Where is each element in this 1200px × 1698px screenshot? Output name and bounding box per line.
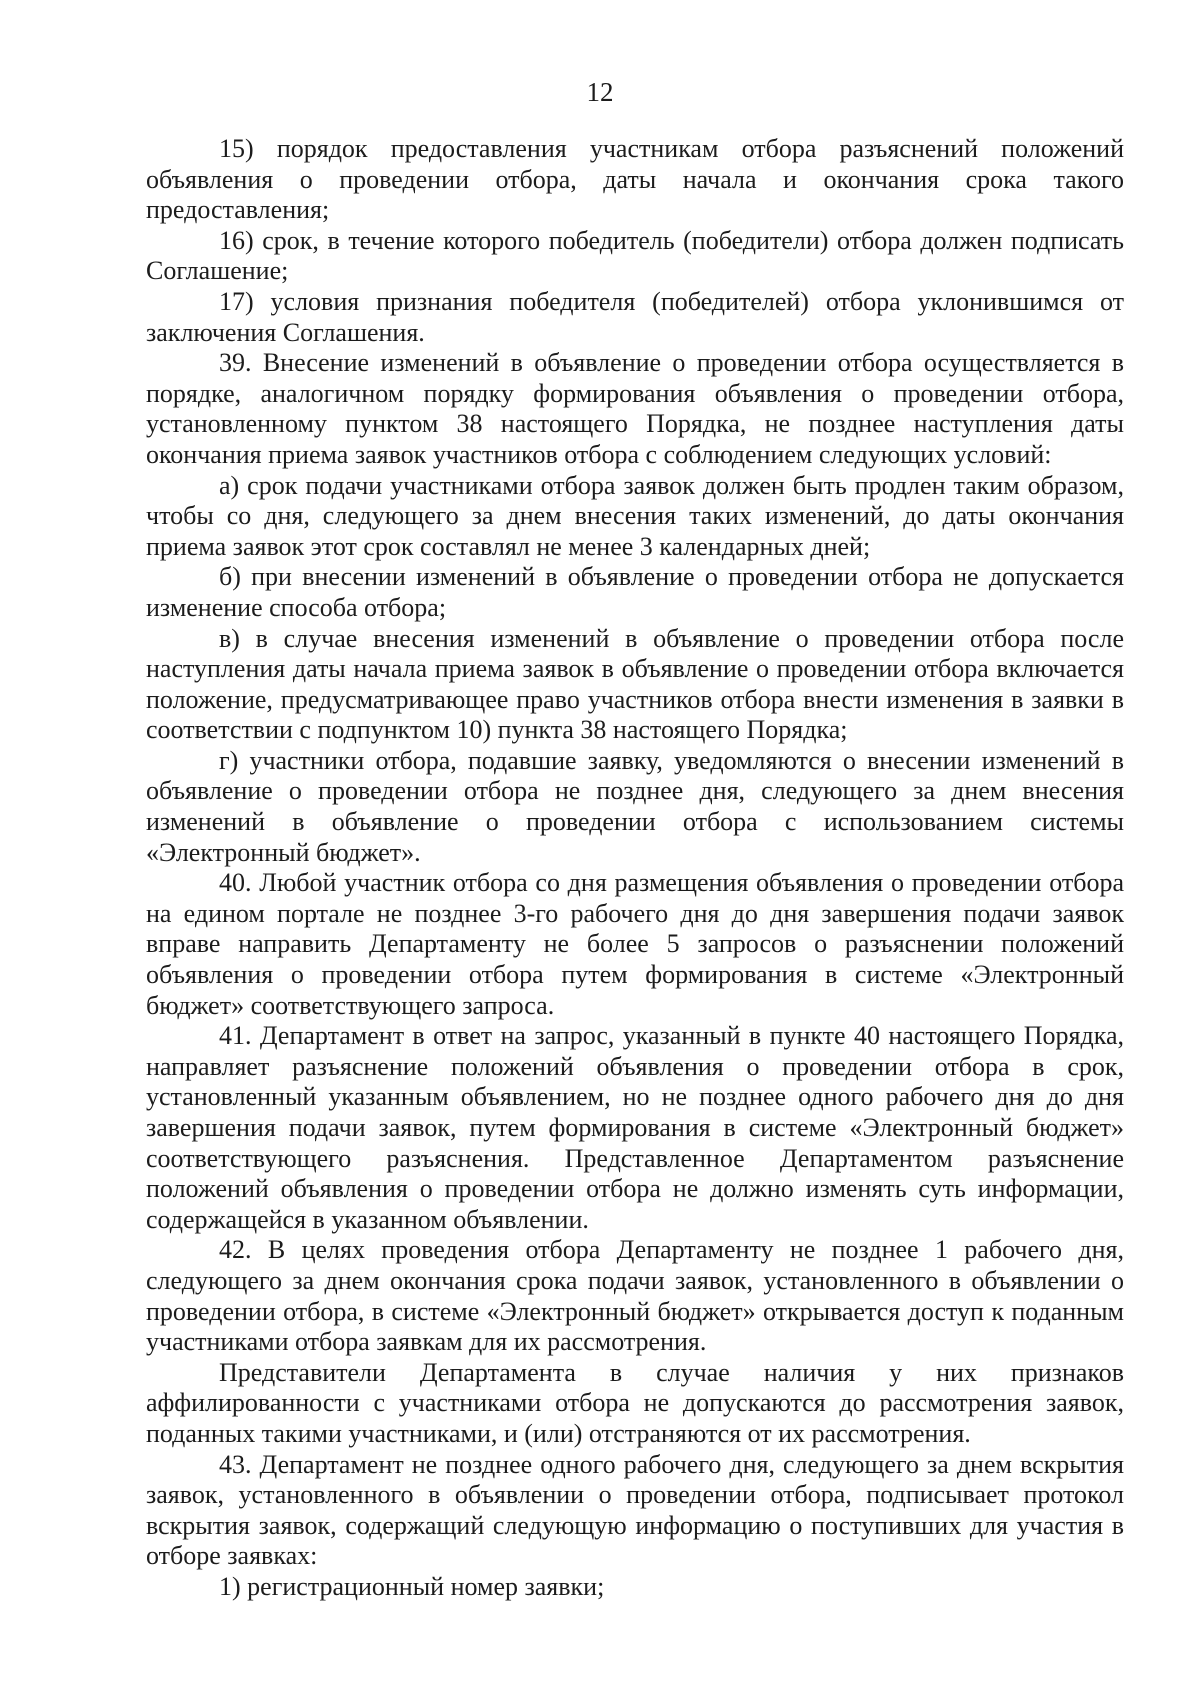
document-body bbox=[146, 134, 1124, 1603]
item-17-paragraph: 17) условия признания победителя (победителей) отбора уклонившимся от заключения Соглашения. bbox=[146, 286, 1124, 347]
clause-40-paragraph: 40. Любой участник отбора со дня размещения объявления о проведении отбора на едином портале не позднее 3-го рабочего дня до дня завершения подачи заявок вправе направить Департаменту не более 5 запросов о разъяснении положений объявления о проведении отбора путем формирования в системе «Электронный бюджет» соответствующего запроса. bbox=[146, 868, 1124, 1020]
page-number: 12 bbox=[586, 77, 614, 107]
item-15-paragraph: 15) порядок предоставления участникам отбора разъяснений положений объявления о проведении отбора, даты начала и окончания срока такого предоставления; bbox=[146, 134, 1124, 225]
clause-42-second-paragraph: Представители Департамента в случае наличия у них признаков аффилированности с участниками отбора не допускаются до рассмотрения заявок, поданных такими участниками, и (или) отстраняются от их рассмотрения. bbox=[146, 1357, 1124, 1448]
clause-39-a-paragraph: а) срок подачи участниками отбора заявок должен быть продлен таким образом, чтобы со дня, следующего за днем внесения таких изменений, до даты окончания приема заявок этот срок составлял не менее 3 календарных дней; bbox=[146, 470, 1124, 561]
clause-39-b-paragraph: б) при внесении изменений в объявление о проведении отбора не допускается изменение способа отбора; bbox=[146, 562, 1124, 622]
clause-39-g-paragraph: г) участники отбора, подавшие заявку, уведомляются о внесении изменений в объявление о проведении отбора не позднее дня, следующего за днем внесения изменений в объявление о проведении отбора с использованием системы «Электронный бюджет». bbox=[146, 745, 1124, 867]
clause-42-paragraph: 42. В целях проведения отбора Департаменту не позднее 1 рабочего дня, следующего за днем окончания срока подачи заявок, установленного в объявлении о проведении отбора, в системе «Электронный бюджет» открывается доступ к поданным участниками отбора заявкам для их рассмотрения. bbox=[146, 1235, 1124, 1357]
item-16-paragraph: 16) срок, в течение которого победитель (победители) отбора должен подписать Соглашение; bbox=[146, 225, 1124, 286]
clause-41-paragraph: 41. Департамент в ответ на запрос, указанный в пункте 40 настоящего Порядка, направляет разъяснение положений объявления о проведении отбора в срок, установленный указанным объявлением, но не позднее одного рабочего дня до дня завершения подачи заявок, путем формирования в системе «Электронный бюджет» соответствующего разъяснения. Представленное Департаментом разъяснение положений объявления о проведении отбора не должно изменять суть информации, содержащейся в указанном объявлении. bbox=[146, 1021, 1124, 1234]
clause-43-item-1-paragraph: 1) регистрационный номер заявки; bbox=[219, 1571, 605, 1601]
clause-39-paragraph: 39. Внесение изменений в объявление о проведении отбора осуществляется в порядке, аналогичном порядку формирования объявления о проведении отбора, установленному пунктом 38 настоящего Порядка, не позднее наступления даты окончания приема заявок участников отбора с соблюдением следующих условий: bbox=[146, 348, 1124, 469]
clause-43-paragraph: 43. Департамент не позднее одного рабочего дня, следующего за днем вскрытия заявок, установленного в объявлении о проведении отбора, подписывает протокол вскрытия заявок, содержащий следующую информацию о поступивших для участия в отборе заявках: bbox=[146, 1449, 1124, 1571]
clause-39-v-paragraph: в) в случае внесения изменений в объявление о проведении отбора после наступления даты начала приема заявок в объявление о проведении отбора включается положение, предусматривающее право участников отбора внести изменения в заявки в соответствии с подпунктом 10) пункта 38 настоящего Порядка; bbox=[146, 623, 1124, 745]
